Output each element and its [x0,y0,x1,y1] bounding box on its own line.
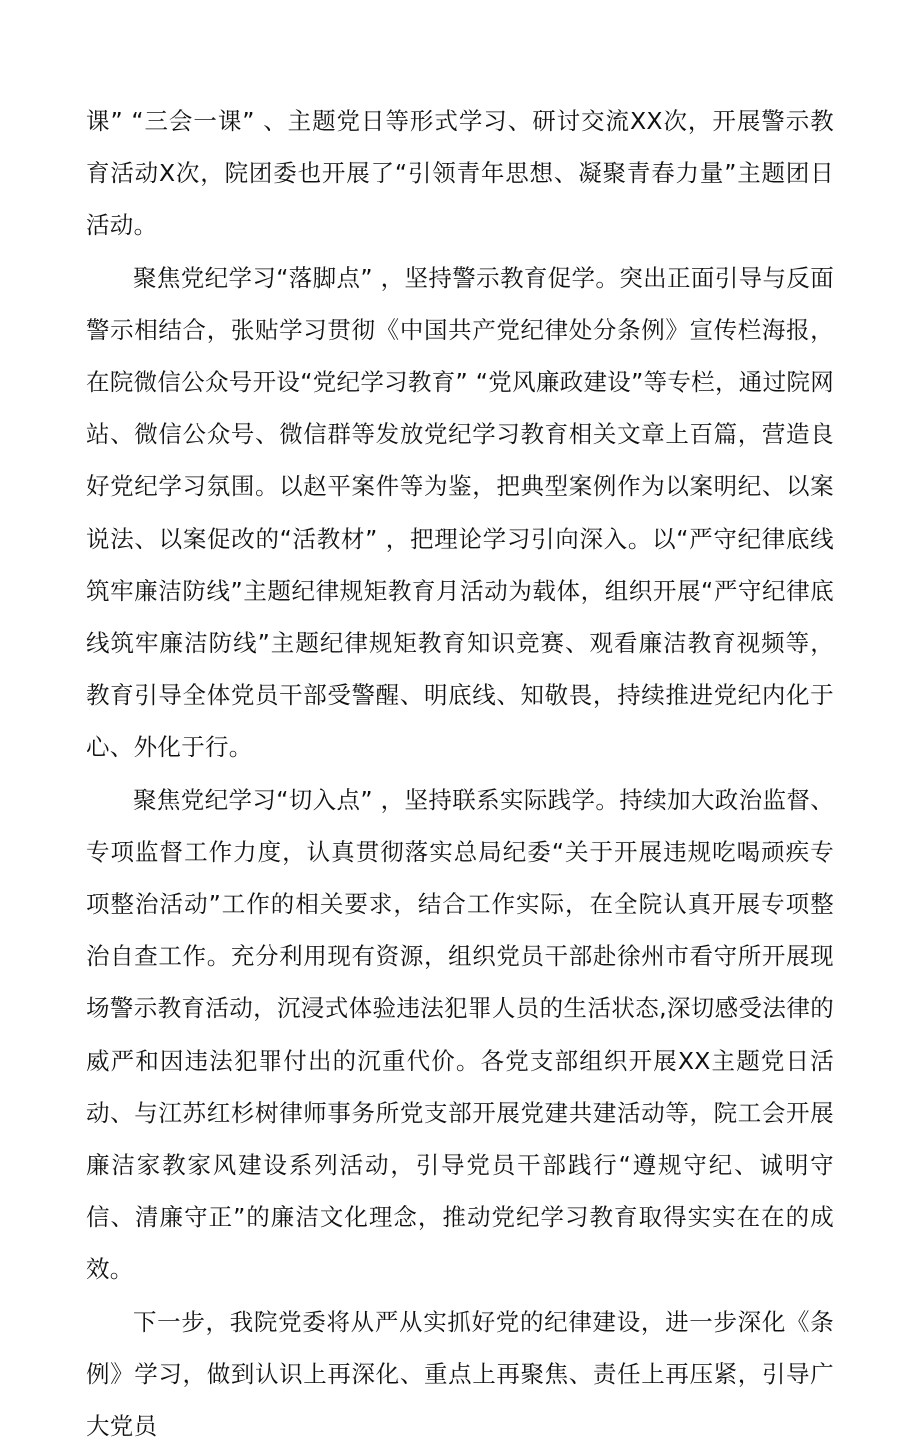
paragraph-practical-study: 聚焦党纪学习“切入点” ，坚持联系实际践学。持续加大政治监督、专项监督工作力度，认真贯彻落实总局纪委“关于开展违规吃喝顽疾专项整治活动”工作的相关要求，结合工作实际，在全院认真开展专项整治自查工作。充分利用现有资源，组织党员干部赴徐州市看守所开展现场警示教育活动，沉浸式体验违法犯罪人员的生活状态,深切感受法律的威严和因违法犯罪付出的沉重代价。各党支部组织开展XX主题党日活动、与江苏红杉树律师事务所党支部开展党建共建活动等，院工会开展廉洁家教家风建设系列活动，引导党员干部践行“遵规守纪、诚明守信、清廉守正”的廉洁文化理念，推动党纪学习教育取得实实在在的成效。 [86,785,834,1284]
paragraph-continuation: 课” “三会一课” 、主题党日等形式学习、研讨交流XX次，开展警示教育活动X次，院团委也开展了“引领青年思想、凝聚青春力量”主题团日活动。 [86,107,834,240]
paragraph-next-steps: 下一步，我院党委将从严从实抓好党的纪律建设，进一步深化《条例》学习，做到认识上再深化、重点上再聚焦、责任上再压紧，引导广大党员 [86,1307,834,1441]
paragraph-warning-education: 聚焦党纪学习“落脚点” ，坚持警示教育促学。突出正面引导与反面警示相结合，张贴学习贯彻《中国共产党纪律处分条例》宣传栏海报，在院微信公众号开设“党纪学习教育” “党风廉政建设”等专栏，通过院网站、微信公众号、微信群等发放党纪学习教育相关文章上百篇，营造良好党纪学习氛围。以赵平案件等为鉴，把典型案例作为以案明纪、以案说法、以案促改的“活教材” ，把理论学习引向深入。以“严守纪律底线筑牢廉洁防线”主题纪律规矩教育月活动为载体，组织开展“严守纪律底线筑牢廉洁防线”主题纪律规矩教育知识竞赛、观看廉洁教育视频等，教育引导全体党员干部受警醒、明底线、知敬畏，持续推进党纪内化于心、外化于行。 [86,263,834,762]
